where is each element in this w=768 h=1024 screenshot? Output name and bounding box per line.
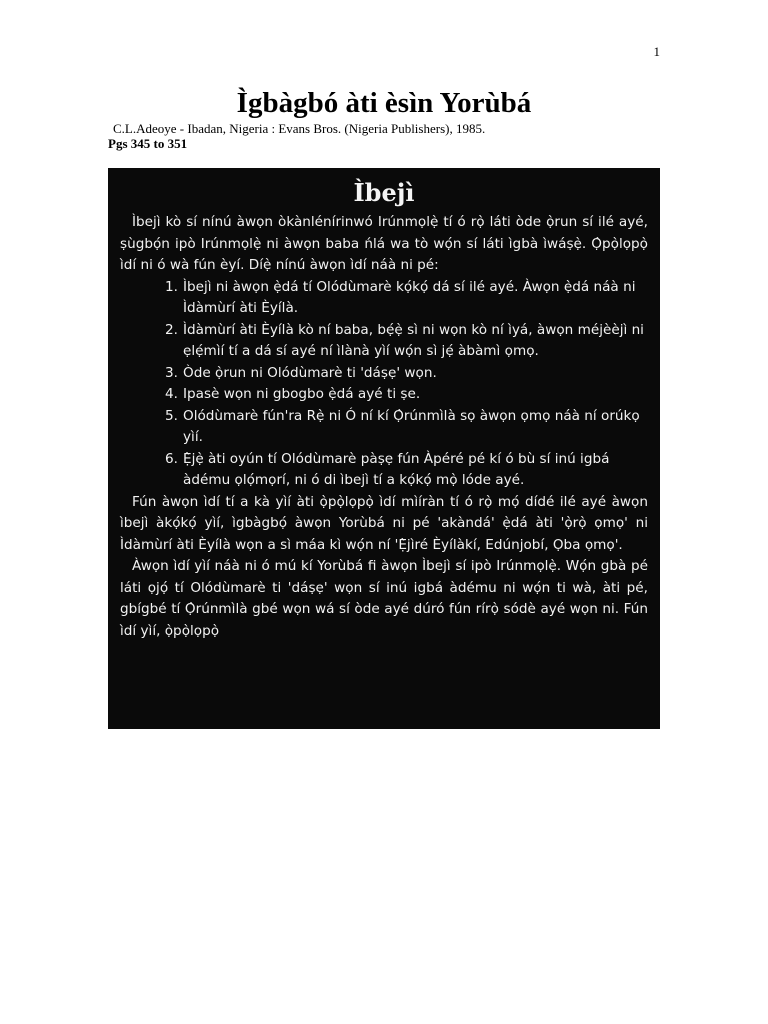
citation: C.L.Adeoye - Ibadan, Nigeria : Evans Bros. (Nigeria Publishers), 1985. (113, 121, 486, 136)
reasons-list (120, 277, 648, 492)
list-item (120, 384, 648, 406)
scan-heading: Ìbejì (353, 178, 415, 207)
list-text: Ipasè wọn ni gbogbo ẹ̀dá ayé ti ṣe. (183, 386, 421, 402)
list-text: Òde ọ̀run ni Olódùmarè ti 'dáṣẹ' wọn. (183, 364, 437, 381)
list-number: 6. (165, 450, 178, 467)
list-number: 2. (165, 321, 178, 338)
list-text: Ìbejì ni àwọn ẹ̀dá tí Olódùmarè kọ́kọ́ dá sí ilé ayé. Àwọn ẹ̀dá náà ni Ìdàmùrí àti Èyílà. (183, 278, 636, 316)
list-item (120, 406, 648, 449)
list-item (120, 363, 648, 385)
list-number: 5. (165, 407, 178, 424)
list-item (120, 449, 648, 492)
list-text: Ẹ̀jẹ̀ àti oyún tí Olódùmarè pàṣẹ fún Àpéré pé kí ó bù sí inú igbá àdému ọlọ́mọrí, ni ó di ìbejì tí a kọ́kọ́ mọ̀ lóde ayé. (183, 450, 610, 488)
list-item (120, 320, 648, 363)
document-title: Ìgbàgbó àti èsìn Yorùbá (236, 87, 532, 119)
list-text: Ìdàmùrí àti Èyílà kò ní baba, bẹ́ẹ̀ sì ni wọn kò ní ìyá, àwọn méjèèjì ni ẹlẹ́mìí tí a dá sí ayé ní ìlànà yìí wọ́n sì jẹ́ àbàmì ọmọ. (183, 321, 644, 359)
intro-paragraph: Ìbejì kò sí nínú àwọn òkànlénírinwó Irúnmọlẹ̀ tí ó rọ̀ láti òde ọ̀run sí ilé ayé, ṣùgbọ́n ipò Irúnmọlẹ̀ ni àwọn baba ńlá wa tò wọ́n sí láti ìgbà ìwáṣẹ̀. Ọ̀pọ̀lọpọ̀ ìdí ni ó wà fún èyí. Díẹ̀ nínú àwọn ìdí náà ni pé: (120, 214, 648, 273)
third-paragraph: Àwọn ìdí yìí náà ni ó mú kí Yorùbá fi àwọn Ìbejì sí ipò Irúnmọlẹ̀. Wọ́n gbà pé láti ọjọ́ tí Olódùmarè ti 'dáṣẹ' wọn sí inú igbá àdému ni wọ́n ti wà, àti pé, gbígbé tí Ọ̀rúnmìlà gbé wọn wá sí òde ayé dúró fún rírọ̀ sódè ayé wọn ni. Fún ìdí yìí, ọ̀pọ̀lọpọ̀ (120, 558, 648, 639)
list-number: 4. (165, 386, 178, 402)
list-text: Olódùmarè fún'ra Rẹ̀ ni Ó ní kí Ọ̀rúnmìlà sọ àwọn ọmọ náà ní orúkọ yìí. (183, 407, 640, 445)
page-number: 1 (653, 44, 660, 59)
page-range: Pgs 345 to 351 (108, 136, 188, 151)
scanned-text-image (108, 168, 660, 729)
list-number: 1. (165, 278, 178, 295)
list-number: 3. (165, 364, 178, 381)
list-item (120, 277, 648, 320)
second-paragraph: Fún àwọn ìdí tí a kà yìí àti ọ̀pọ̀lọpọ̀ ìdí mìíràn tí ó rọ̀ mọ́ dídé ilé ayé àwọn ìbejì àkọ́kọ́ yìí, ìgbàgbọ́ àwọn Yorùbá ni pé 'akàndá' ẹ̀dá àti 'ọ̀rọ̀ ọmọ' ni Ìdàmùrí àti Èyílà wọn a sì máa kì wọ́n ní 'Ẹ̀jìré Èyílàkí, Edúnjobí, Ọba ọmọ'. (120, 493, 648, 553)
scan-body (120, 212, 648, 642)
